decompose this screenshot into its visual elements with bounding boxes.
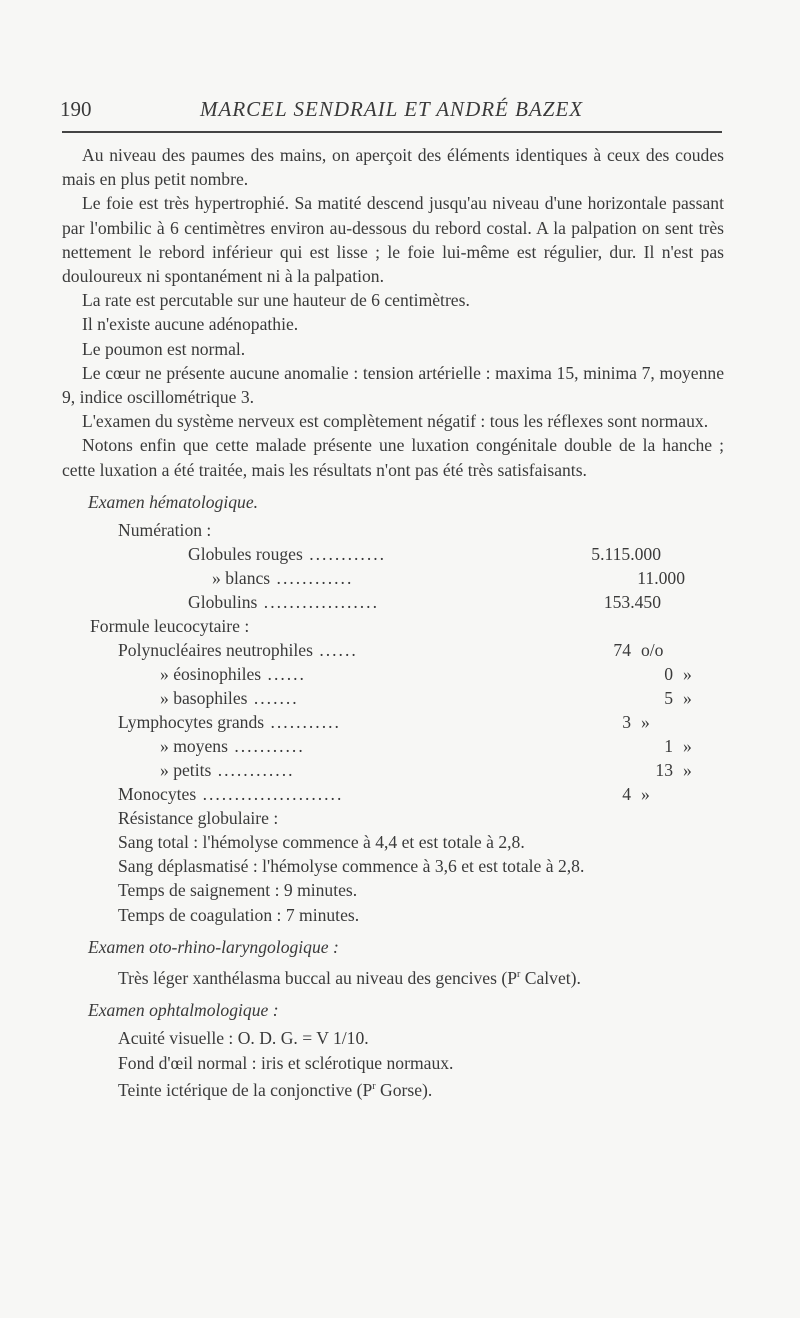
row-unit: » xyxy=(683,760,692,781)
row-unit: » xyxy=(641,784,650,805)
resistance-label: Résistance globulaire : xyxy=(118,808,279,829)
running-head: MARCEL SENDRAIL ET ANDRÉ BAZEX xyxy=(200,97,584,121)
table-row xyxy=(62,566,724,590)
row-value: 3 xyxy=(622,712,631,733)
table-row xyxy=(62,734,724,758)
row-unit: » xyxy=(683,736,692,757)
resistance-line: Sang déplasmatisé : l'hémolyse commence à 3,6 et est totale à 2,8. xyxy=(118,856,585,877)
section-heading-ophtalmologique: Examen ophtalmologique : xyxy=(88,1000,279,1021)
row-label: » petits ............ xyxy=(160,760,295,781)
formule-label: Formule leucocytaire : xyxy=(90,616,250,637)
paragraph: La rate est percutable sur une hauteur de 6 centimètres. xyxy=(82,290,470,311)
row-value: 5 xyxy=(664,688,673,709)
row-value: 74 xyxy=(613,640,631,661)
row-label: » basophiles ....... xyxy=(160,688,299,709)
row-label: Globules rouges ............ xyxy=(188,544,387,565)
row-value: 4 xyxy=(622,784,631,805)
paragraph: Notons enfin que cette malade présente une luxation congénitale double de la hanche ; cette luxation a été traitée, mais les résultats n'ont pas été très satisfaisants. xyxy=(62,435,724,480)
section-heading-hematologique: Examen hématologique. xyxy=(88,491,259,512)
row-label: » éosinophiles ...... xyxy=(160,664,306,685)
row-value: 1 xyxy=(664,736,673,757)
row-unit: » xyxy=(641,712,650,733)
temps-line: Temps de saignement : 9 minutes. xyxy=(118,880,358,901)
row-label: Polynucléaires neutrophiles ...... xyxy=(118,640,358,661)
section-heading-orl: Examen oto-rhino-laryngologique : xyxy=(88,936,339,957)
temps-line: Temps de coagulation : 7 minutes. xyxy=(118,904,360,925)
row-label: Globulins .................. xyxy=(188,592,379,613)
paragraph: Le foie est très hypertrophié. Sa matité descend jusqu'au niveau d'une horizontale passant par l'ombilic à 6 centimètres environ au-dessous du rebord costal. A la palpation on sent très nettement le rebord inférieur qui est lisse ; le foie lui-même est régulier, dur. Il n'est pas douloureux ni spontanément ni à la palpation. xyxy=(62,193,724,287)
row-unit: » xyxy=(683,664,692,685)
table-row xyxy=(62,758,724,782)
paragraph: Au niveau des paumes des mains, on aperçoit des éléments identiques à ceux des coudes mais en plus petit nombre. xyxy=(62,145,724,190)
page-body xyxy=(62,143,724,1102)
table-row xyxy=(62,638,724,662)
resistance-line: Sang total : l'hémolyse commence à 4,4 et est totale à 2,8. xyxy=(118,832,525,853)
row-label: » blancs ............ xyxy=(212,568,354,589)
row-unit: o/o xyxy=(641,640,664,661)
hemato-block xyxy=(62,518,724,927)
row-label: » moyens ........... xyxy=(160,736,305,757)
table-row xyxy=(62,590,724,614)
row-label: Monocytes ...................... xyxy=(118,784,344,805)
table-row xyxy=(62,662,724,686)
row-value: 11.000 xyxy=(637,568,685,589)
ophtalmo-line: Fond d'œil normal : iris et sclérotique normaux. xyxy=(118,1052,454,1073)
paragraph: Il n'existe aucune adénopathie. xyxy=(82,314,299,335)
table-row xyxy=(62,686,724,710)
ophtalmo-line: Teinte ictérique de la conjonctive ($P^r$ Gorse). xyxy=(118,1079,433,1100)
row-value: 153.450 xyxy=(603,592,661,613)
numeration-label: Numération : xyxy=(118,520,212,541)
header-rule xyxy=(62,131,722,133)
table-row xyxy=(62,542,724,566)
paragraph: L'examen du système nerveux est complètement négatif : tous les réflexes sont normaux. xyxy=(82,411,709,432)
row-unit: » xyxy=(683,688,692,709)
paragraph: Le cœur ne présente aucune anomalie : tension artérielle : maxima 15, minima 7, moyenne 9, indice oscillométrique 3. xyxy=(62,362,724,408)
table-row xyxy=(62,782,724,806)
row-value: 13 xyxy=(655,760,673,781)
orl-line: Très léger xanthélasma buccal au niveau des gencives ($P^r$ Calvet). xyxy=(118,967,581,988)
row-value: 0 xyxy=(664,664,673,685)
ophtalmo-line: Acuité visuelle : O. D. G. = V 1/10. xyxy=(118,1028,369,1049)
table-row xyxy=(62,710,724,734)
row-label: Lymphocytes grands ........... xyxy=(118,712,341,733)
paragraph: Le poumon est normal. xyxy=(82,338,246,359)
page-number: 190 xyxy=(60,97,92,121)
row-value: 5.115.000 xyxy=(591,544,661,565)
